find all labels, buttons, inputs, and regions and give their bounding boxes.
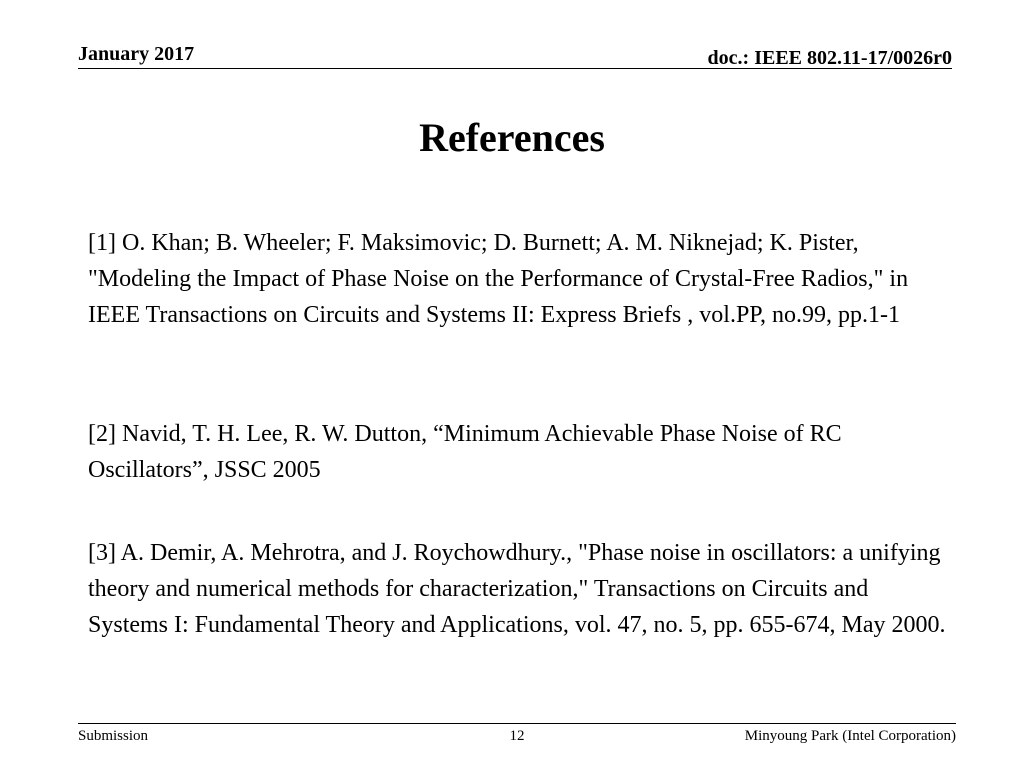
reference-item-2: [2] Navid, T. H. Lee, R. W. Dutton, “Minimum Achievable Phase Noise of RC Oscillators”, JSSC 2005 [88, 421, 842, 483]
reference-item-3: [3] A. Demir, A. Mehrotra, and J. Roychowdhury., "Phase noise in oscillators: a unifying theory and numerical methods for characterization," Transactions on Circuits and Systems I: Fundamental Theory and Applications, vol. 47, no. 5, pp. 655-674, May 2000. [88, 540, 946, 638]
footer-divider [78, 723, 956, 724]
header-divider [78, 68, 952, 69]
slide-title: References [419, 115, 605, 160]
footer-author: Minyoung Park (Intel Corporation) [744, 728, 956, 744]
header-document-id: doc.: IEEE 802.11-17/0026r0 [707, 47, 952, 69]
footer-submission-label: Submission [78, 728, 149, 744]
reference-item-1: [1] O. Khan; B. Wheeler; F. Maksimovic; D. Burnett; A. M. Niknejad; K. Pister, "Modeling the Impact of Phase Noise on the Performance of Crystal-Free Radios," in IEEE Transactions on Circuits and Systems II: Express Briefs , vol.PP, no.99, pp.1-1 [88, 230, 909, 328]
header-date: January 2017 [78, 43, 195, 65]
footer-page-number: 12 [509, 728, 525, 744]
